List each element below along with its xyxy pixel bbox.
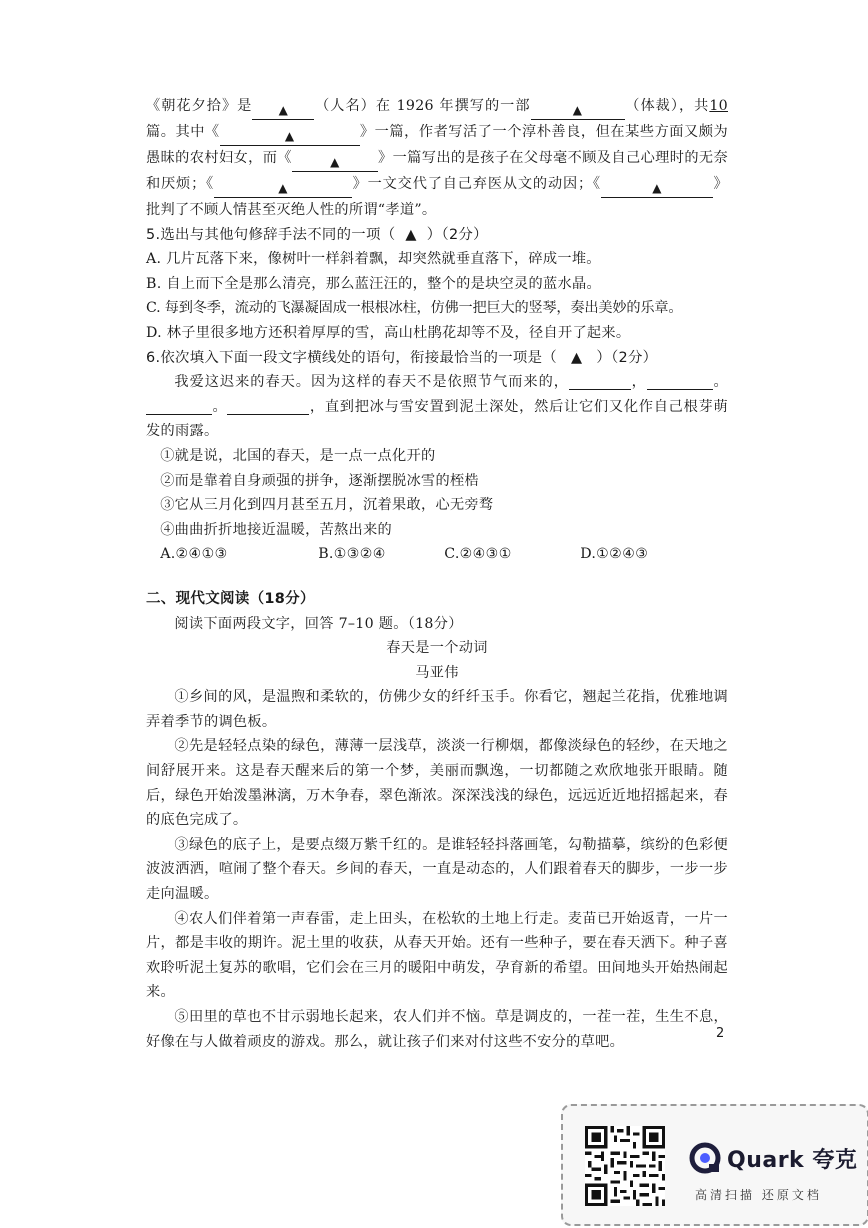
q4-blank-1[interactable]: ▲ — [252, 101, 314, 120]
page-number: 2 — [716, 1026, 725, 1041]
q5-option-a: A. 几片瓦落下来，像树叶一样斜着飘，却突然就垂直落下，碎成一堆。 — [146, 251, 601, 268]
q5-option-c: C. 每到冬季，流动的飞瀑凝固成一根根冰柱，仿佛一把巨大的竖琴，奏出美妙的乐章。 — [146, 300, 683, 317]
article-paragraph-5: ⑤田里的草也不甘示弱地长起来，农人们并不恼。草是调皮的，一茬一茬，生生不息，好像在与人做着顽皮的游戏。那么，就让孩子们来对付这些不安分的草吧。 — [146, 1009, 728, 1050]
q4-paragraph: 《朝花夕拾》是 ▲ （人名）在 1926 年撰写的一部 ▲ （体裁），共10篇。其中《 ▲ 》一篇，作者写活了一个淳朴善良，但在某些方面又颇为愚昧的农村妇女，而《 ▲ 》一篇写出的是孩子在父母毫不顾及自己心理时的无奈和厌烦；《 ▲ 》一文交代了自己弃医从文的动因；《 ▲ 》批判了不顾人情甚至灭绝人性的所谓“孝道”。 — [146, 98, 728, 218]
q6-item-3: ③它从三月化到四月甚至五月，沉着果敢，心无旁骛 — [160, 497, 494, 514]
q5-option-d: D. 林子里很多地方还积着厚厚的雪，高山杜鹃花却等不及，径自开了起来。 — [146, 324, 631, 341]
article-paragraph-4: ④农人们伴着第一声春雷，走上田头，在松软的土地上行走。麦苗已开始返青，一片一片，都是丰收的期许。泥土里的收获，从春天开始。还有一些种子，要在春天洒下。种子喜欢聆听泥土复苏的歌唱，它们会在三月的暖阳中萌发，孕育新的希望。田间地头开始热闹起来。 — [146, 910, 728, 1001]
q6-item-1: ①就是说，北国的春天，是一点一点化开的 — [160, 447, 436, 464]
section-intro: 阅读下面两段文字，回答 7–10 题。（18分） — [174, 615, 463, 632]
q6-item-2: ②而是靠着自身顽强的拼争，逐渐摆脱冰雪的桎梏 — [160, 472, 479, 489]
quark-logo-icon — [689, 1142, 721, 1174]
q6-choice-a[interactable]: A.②④①③ — [160, 546, 228, 563]
q6-blank-2[interactable] — [647, 371, 713, 390]
q6-choice-d[interactable]: D.①②④③ — [580, 546, 649, 563]
q6-title: 6.依次填入下面一段文字横线处的语句，衔接最恰当的一项是（ ▲ ）（2分） — [146, 349, 658, 366]
q6-choice-b[interactable]: B.①③②④ — [318, 546, 386, 563]
article-title: 春天是一个动词 — [386, 640, 488, 657]
article-paragraph-3: ③绿色的底子上，是要点缀万紫千红的。是谁轻轻抖落画笔，勾勒描摹，缤纷的色彩便波波洒洒，喧闹了整个春天。乡间的春天，一直是动态的，人们跟着春天的脚步，一步一步走向温暖。 — [146, 836, 728, 903]
q5-title: 5.选出与其他句修辞手法不同的一项（ ▲ ）（2分） — [146, 226, 488, 243]
q6-choices — [146, 542, 728, 567]
q6-answer-mark[interactable]: ▲ — [570, 349, 583, 366]
article-paragraph-2: ②先是轻轻点染的绿色，薄薄一层浅草，淡淡一行柳烟，都像淡绿色的轻纱，在天地之间舒展开来。这是春天醒来后的第一个梦，美丽而飘逸，一切都随之欢欣地张开眼睛。随后，绿色开始泼墨淋漓，万木争春，翠色渐浓。深深浅浅的绿色，远远近近地招摇起来，春的底色完成了。 — [146, 738, 728, 829]
article-author: 马亚伟 — [415, 664, 459, 681]
q4-blank-5[interactable]: ▲ — [214, 179, 352, 198]
q6-blank-1[interactable] — [569, 371, 631, 390]
q5-answer-mark[interactable]: ▲ — [405, 226, 417, 243]
section-heading: 二、现代文阅读（18分） — [146, 590, 315, 607]
q4-blank-4[interactable]: ▲ — [292, 153, 378, 172]
exam-page — [146, 94, 728, 1054]
article-paragraph-1: ①乡间的风，是温煦和柔软的，仿佛少女的纤纤玉手。你看它，翘起兰花指，优雅地调弄着季节的调色板。 — [146, 689, 728, 730]
quark-slogan: 高清扫描 还原文档 — [695, 1188, 822, 1202]
q6-passage: 我爱这迟来的春天。因为这样的春天不是依照节气而来的， ， 。。 ，直到把冰与雪安置到泥土深处，然后让它们又化作自己根芽萌发的雨露。 — [146, 370, 728, 444]
q6-choice-c[interactable]: C.②④③① — [444, 546, 512, 563]
quark-brand-name: Quark 夸克 — [727, 1147, 858, 1173]
qr-code-icon — [585, 1126, 665, 1206]
quark-watermark[interactable] — [561, 1104, 868, 1226]
q4-blank-3[interactable]: ▲ — [220, 127, 360, 146]
q4-blank-6[interactable]: ▲ — [601, 179, 713, 198]
quark-brand — [689, 1142, 857, 1174]
q6-blank-3[interactable] — [146, 396, 212, 415]
q6-blank-4[interactable] — [227, 396, 309, 415]
q4-blank-2[interactable]: ▲ — [531, 101, 625, 120]
q6-item-4: ④曲曲折折地接近温暖，苦熬出来的 — [160, 521, 392, 538]
q5-option-b: B. 自上而下全是那么清亮，那么蓝汪汪的，整个的是块空灵的蓝水晶。 — [146, 275, 601, 292]
